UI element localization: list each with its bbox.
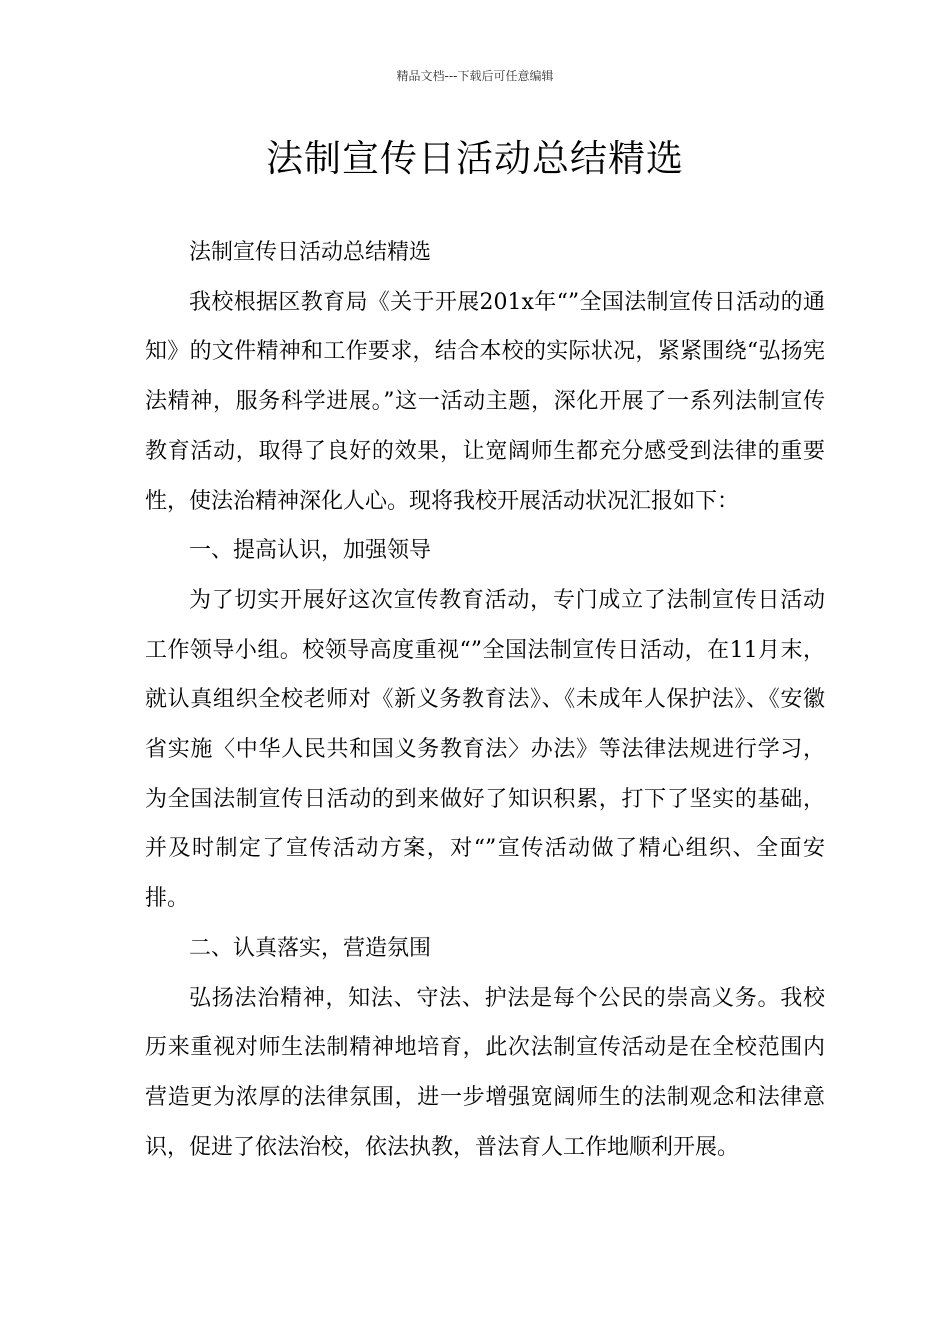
section-heading-1: 一、提高认识，加强领导 <box>189 538 432 564</box>
document-body <box>145 228 825 1172</box>
paragraph-section-1: 为了切实开展好这次宣传教育活动，专门成立了法制宣传日活动工作领导小组。校领导高度重视“”全国法制宣传日活动，在11月末，就认真组织全校老师对《新义务教育法》、《未成年人保护法》、《安徽省实施〈中华人民共和国义务教育法〉办法》等法律法规进行学习，为全国法制宣传日活动的到来做好了知识积累，打下了坚实的基础，并及时制定了宣传活动方案，对“”宣传活动做了精心组织、全面安排。 <box>145 587 825 912</box>
paragraph-subtitle: 法制宣传日活动总结精选 <box>189 240 432 265</box>
document-title: 法制宣传日活动总结精选 <box>266 137 684 180</box>
paragraph-section-2: 弘扬法治精神，知法、守法、护法是每个公民的崇高义务。我校历来重视对师生法制精神地培育，此次法制宣传活动是在全校范围内营造更为浓厚的法律氛围，进一步增强宽阔师生的法制观念和法律意识，促进了依法治校，依法执教，普法育人工作地顺利开展。 <box>145 985 825 1160</box>
section-heading-2: 二、认真落实，营造氛围 <box>189 935 432 961</box>
header-note: 精品文档---下载后可任意编辑 <box>396 69 554 83</box>
paragraph-intro: 我校根据区教育局《关于开展201x年“”全国法制宣传日活动的通知》的文件精神和工作要求，结合本校的实际状况，紧紧围绕“弘扬宪法精神，服务科学进展。”这一活动主题，深化开展了一系列法制宣传教育活动，取得了良好的效果，让宽阔师生都充分感受到法律的重要性，使法治精神深化人心。现将我校开展活动状况汇报如下： <box>145 289 825 514</box>
